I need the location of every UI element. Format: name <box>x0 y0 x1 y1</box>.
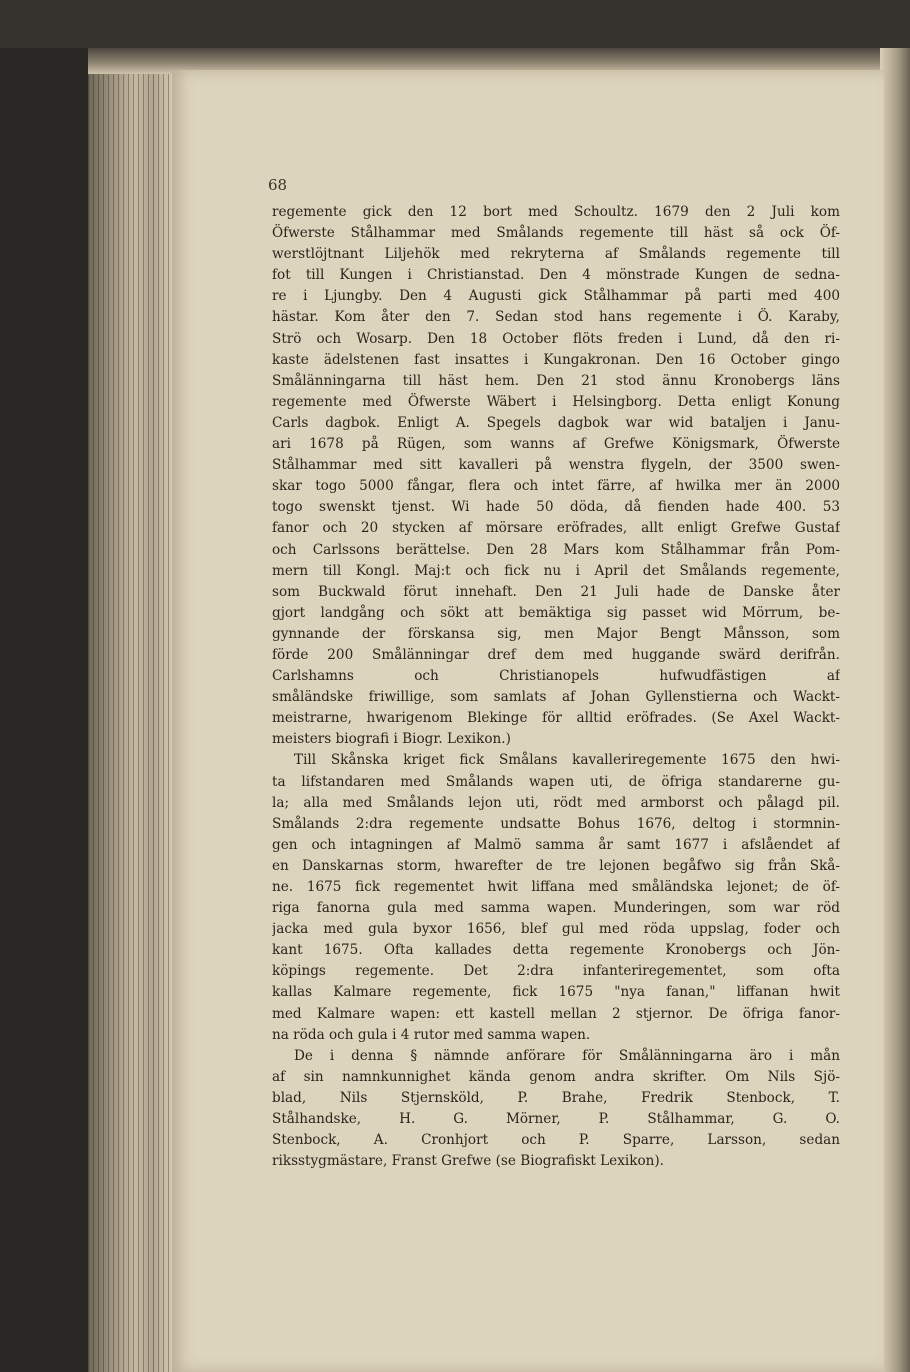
text-line: köpings regemente. Det 2:dra infanteriregementet, som ofta <box>272 963 840 980</box>
text-line: meisters biografi i Biogr. Lexikon.) <box>272 731 511 748</box>
text-line: af sin namnkunnighet kända genom andra skrifter. Om Nils Sjö- <box>272 1068 840 1085</box>
text-line: förde 200 Smålänningar dref dem med huggande swärd derifrån. <box>272 646 840 663</box>
text-line: Carls dagbok. Enligt A. Spegels dagbok war wid bataljen i Janu- <box>272 414 840 431</box>
text-line: Strö och Wosarp. Den 18 October flöts freden i Lund, då den ri- <box>272 330 840 347</box>
text-line: och Carlssons berättelse. Den 28 Mars kom Stålhammar från Pom- <box>272 541 840 558</box>
text-line: Stålhandske, H. G. Mörner, P. Stålhammar, G. O. <box>272 1111 840 1128</box>
text-line: werstlöjtnant Liljehök med rekryterna af Smålands regemente till <box>272 246 840 263</box>
text-line: ta lifstandaren med Smålands wapen uti, de öfriga standarerne gu- <box>272 773 840 790</box>
text-line: ne. 1675 fick regementet hwit liffana med småländska lejonet; de öf- <box>272 879 840 895</box>
page-number: 68 <box>268 176 288 194</box>
book-right-edge <box>880 48 910 1372</box>
text-line: hästar. Kom åter den 7. Sedan stod hans regemente i Ö. Karaby, <box>272 309 840 326</box>
text-line: fot till Kungen i Christianstad. Den 4 mönstrade Kungen de sedna- <box>272 267 840 284</box>
text-line: mern till Kongl. Maj:t och fick nu i April det Smålands regemente, <box>272 562 840 579</box>
text-line: re i Ljungby. Den 4 Augusti gick Stålhammar på parti med 400 <box>272 288 840 305</box>
text-line: Smålands 2:dra regemente undsatte Bohus 1676, deltog i stormnin- <box>272 815 840 832</box>
text-line: riksstygmästare, Franst Grefwe (se Biografiskt Lexikon). <box>272 1153 665 1170</box>
text-line: kant 1675. Ofta kallades detta regemente Kronobergs och Jön- <box>272 942 840 959</box>
text-line: na röda och gula i 4 rutor med samma wapen. <box>272 1026 591 1043</box>
text-line: meistrarne, hwarigenom Blekingе för alltid eröfrades. (Se Axel Wackt- <box>272 710 840 727</box>
text-line: Stenbock, A. Cronhjort och P. Sparre, Larsson, sedan <box>272 1132 840 1149</box>
book-page-edges <box>88 48 174 1372</box>
text-line: Carlshamns och Christianopels hufwudfästigen af <box>272 668 840 685</box>
text-line: som Buckwald förut innehaft. Den 21 Juli hade de Danske åter <box>272 583 840 600</box>
text-line: Till Skånska kriget fick Smålans kavalleriregemente 1675 den hwi- <box>294 752 840 769</box>
text-line: gjort landgång och sökt att bemäktiga sig passet wid Mörrum, be- <box>272 604 840 621</box>
text-line: blad, Nils Stjernsköld, P. Brahe, Fredrik Stenbock, T. <box>272 1089 840 1106</box>
text-line: gynnande der förskansa sig, men Major Bengt Månsson, som <box>272 625 840 642</box>
text-line: med Kalmare wapen: ett kastell mellan 2 stjernor. De öfriga fanor- <box>272 1005 840 1022</box>
text-line: en Danskarnas storm, hwarefter de tre lejonen begåfwo sig från Skå- <box>272 857 840 874</box>
background <box>0 0 910 48</box>
text-line: gen och intagningen af Malmö samma år samt 1677 i afslåendet af <box>272 836 840 853</box>
text-line: Smålänningarna till häst hem. Den 21 stod ännu Kronobergs läns <box>272 372 840 389</box>
text-line: Öfwerste Stålhammar med Smålands regemente till häst så ock Öf- <box>272 225 840 242</box>
text-line: la; alla med Smålands lejon uti, rödt med armborst och pålagd pil. <box>272 794 840 811</box>
text-line: kallas Kalmare regemente, fick 1675 "nya fanan," liffanan hwit <box>272 984 840 1001</box>
text-line: skar togo 5000 fångar, flera och intet färre, af hwilka mer än 2000 <box>272 478 840 495</box>
text-line: kaste ädelstenen fast insattes i Kungakronan. Den 16 October gingo <box>272 351 840 368</box>
text-line: regemente gick den 12 bort med Schoultz. 1679 den 2 Juli kom <box>272 204 840 220</box>
text-line: fanor och 20 stycken af mörsare eröfrades, allt enligt Grefwe Gustaf <box>272 520 840 537</box>
text-line: De i denna § nämnde anförare för Smålänningarna äro i mån <box>294 1047 840 1064</box>
text-line: togo swenskt tjenst. Wi hade 50 döda, då fienden hade 400. 53 <box>272 499 840 516</box>
text-line: Stålhammar med sitt kavalleri på wenstra flygeln, der 3500 swen- <box>272 457 840 474</box>
text-line: jacka med gula byxor 1656, blef gul med röda uppslag, foder och <box>272 921 840 938</box>
text-line: regemente med Öfwerste Wäbert i Helsingborg. Detta enligt Konung <box>272 393 840 410</box>
body-text <box>272 202 840 1172</box>
text-line: riga fanorna gula med samma wapen. Munderingen, som war röd <box>272 900 840 917</box>
text-line: ari 1678 på Rügen, som wanns af Grefwe Königsmark, Öfwerste <box>272 436 840 453</box>
text-line: småländske friwillige, som samlats af Johan Gyllenstierna och Wackt- <box>272 689 840 706</box>
